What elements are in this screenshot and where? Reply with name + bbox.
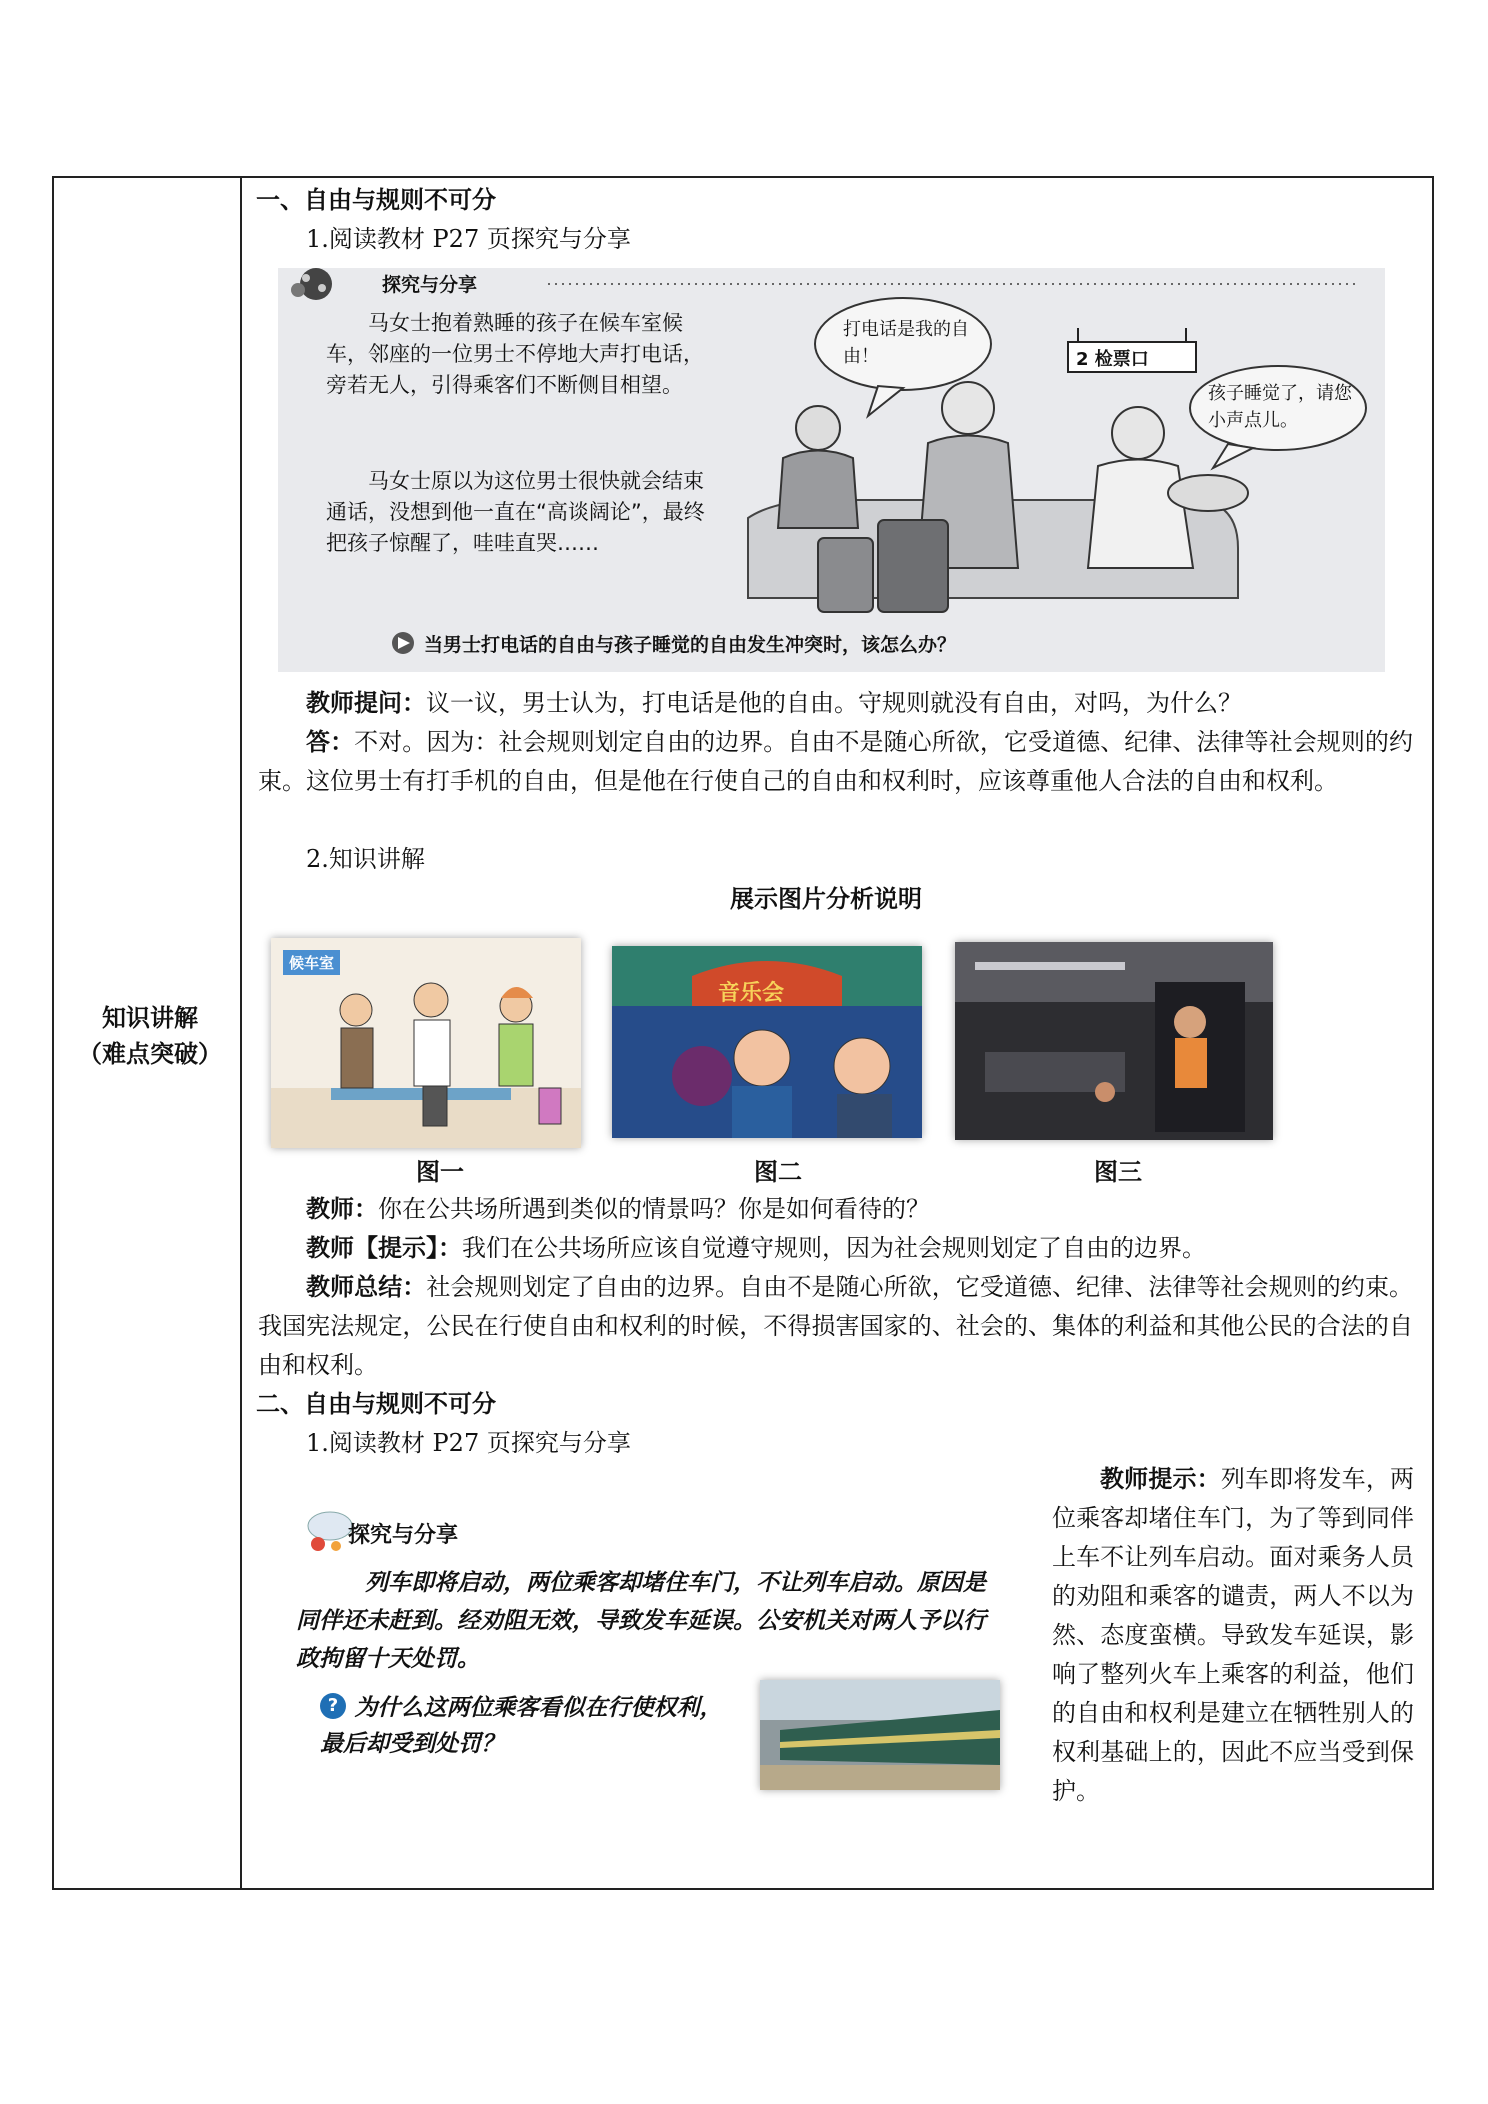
teacher-summary	[258, 1268, 1413, 1385]
teacher-text: 你在公共场所遇到类似的情景吗？你是如何看待的？	[378, 1195, 930, 1223]
teacher-hint-2-label: 教师提示：	[1100, 1465, 1221, 1493]
section1-sub1: 1.阅读教材 P27 页探究与分享	[306, 225, 631, 253]
concert-sign: 音乐会	[718, 981, 785, 1006]
teacher-question-label: 教师提问：	[306, 689, 426, 717]
teacher-question	[258, 684, 1413, 723]
image-waiting-room	[271, 938, 581, 1148]
section2-sub1: 1.阅读教材 P27 页探究与分享	[306, 1429, 631, 1457]
teacher-prompt	[258, 1190, 1413, 1229]
section2-heading: 二、自由与规则不可分	[256, 1390, 496, 1418]
row-label-subtitle: （难点突破）	[78, 1040, 222, 1068]
gate-sign: 2 检票口	[1076, 349, 1149, 370]
section1-heading: 一、自由与规则不可分	[256, 186, 496, 214]
section1-sub2: 2.知识讲解	[306, 845, 425, 873]
explore-box-2-question: 为什么这两位乘客看似在行使权利，最后却受到处罚？	[320, 1695, 723, 1757]
speech-bubble-man: 打电话是我的自由！	[843, 319, 969, 367]
row-label	[55, 1000, 245, 1072]
explore-question: 当男士打电话的自由与孩子睡觉的自由发生冲突时，该怎么办？	[424, 634, 957, 656]
teacher-hint	[258, 1229, 1413, 1268]
image-caption-2: 图二	[754, 1158, 802, 1186]
explore-share-box-2	[290, 1500, 1010, 1820]
image-concert	[612, 946, 922, 1138]
explore-story-2: 马女士原以为这位男士很快就会结束通话，没想到他一直在“高谈阔论”，最终把孩子惊醒了，哇哇直哭……	[326, 469, 705, 555]
summary-label: 教师总结：	[306, 1273, 427, 1301]
waiting-room-sign: 候车室	[283, 950, 340, 975]
speech-bubble-woman: 孩子睡觉了，请您小声点儿。	[1208, 383, 1352, 431]
teacher-hint-2-text: 列车即将发车，两位乘客却堵住车门，为了等到同伴上车不让列车启动。面对乘务人员的劝阻和乘客的谴责，两人不以为然、态度蛮横。导致发车延误，影响了整列火车上乘客的利益，他们的自由和权利是建立在牺牲别人的权利基础上的，因此不应当受到保护。	[1052, 1465, 1415, 1805]
hint-label: 教师【提示】：	[306, 1234, 462, 1262]
teacher-question-text: 议一议，男士认为，打电话是他的自由。守规则就没有自由，对吗，为什么？	[426, 689, 1242, 717]
answer-label: 答：	[306, 728, 355, 756]
teacher-hint-2	[1052, 1460, 1414, 1811]
image-restaurant	[955, 942, 1273, 1140]
explore-box-2-story: 列车即将启动，两位乘客却堵住车门，不让列车启动。原因是同伴还未赶到。经劝阻无效，导致发车延误。公安机关对两人予以行政拘留十天处罚。	[296, 1570, 986, 1672]
image-train	[760, 1680, 1000, 1790]
concert-illustration	[612, 946, 922, 1138]
explore-badge-icon	[291, 268, 332, 300]
explore-share-illustration	[278, 268, 1385, 672]
explore-box-2-title: 探究与分享	[348, 1523, 459, 1548]
train-photo	[760, 1680, 1000, 1790]
teacher-label: 教师：	[306, 1195, 378, 1223]
question-icon: ?	[320, 1693, 346, 1719]
answer	[258, 723, 1413, 801]
explore-box-title: 探究与分享	[382, 274, 478, 296]
row-label-title: 知识讲解	[102, 1004, 198, 1032]
explore-story-1: 马女士抱着熟睡的孩子在候车室候车，邻座的一位男士不停地大声打电话，旁若无人，引得乘客们不断侧目相望。	[326, 311, 704, 397]
show-title: 展示图片分析说明	[730, 885, 922, 913]
hint-text: 我们在公共场所应该自觉遵守规则，因为社会规则划定了自由的边界。	[462, 1234, 1206, 1262]
answer-text: 不对。因为：社会规则划定自由的边界。自由不是随心所欲，它受道德、纪律、法律等社会规则的约束。这位男士有打手机的自由，但是他在行使自己的自由和权利时，应该尊重他人合法的自由和权利。	[258, 728, 1414, 795]
summary-text: 社会规则划定了自由的边界。自由不是随心所欲，它受道德、纪律、法律等社会规则的约束。我国宪法规定，公民在行使自由和权利的时候，不得损害国家的、社会的、集体的利益和其他公民的合法的自由和权利。	[258, 1273, 1414, 1379]
image-caption-1: 图一	[416, 1158, 464, 1186]
restaurant-photo	[955, 942, 1273, 1140]
image-caption-3: 图三	[1094, 1158, 1142, 1186]
